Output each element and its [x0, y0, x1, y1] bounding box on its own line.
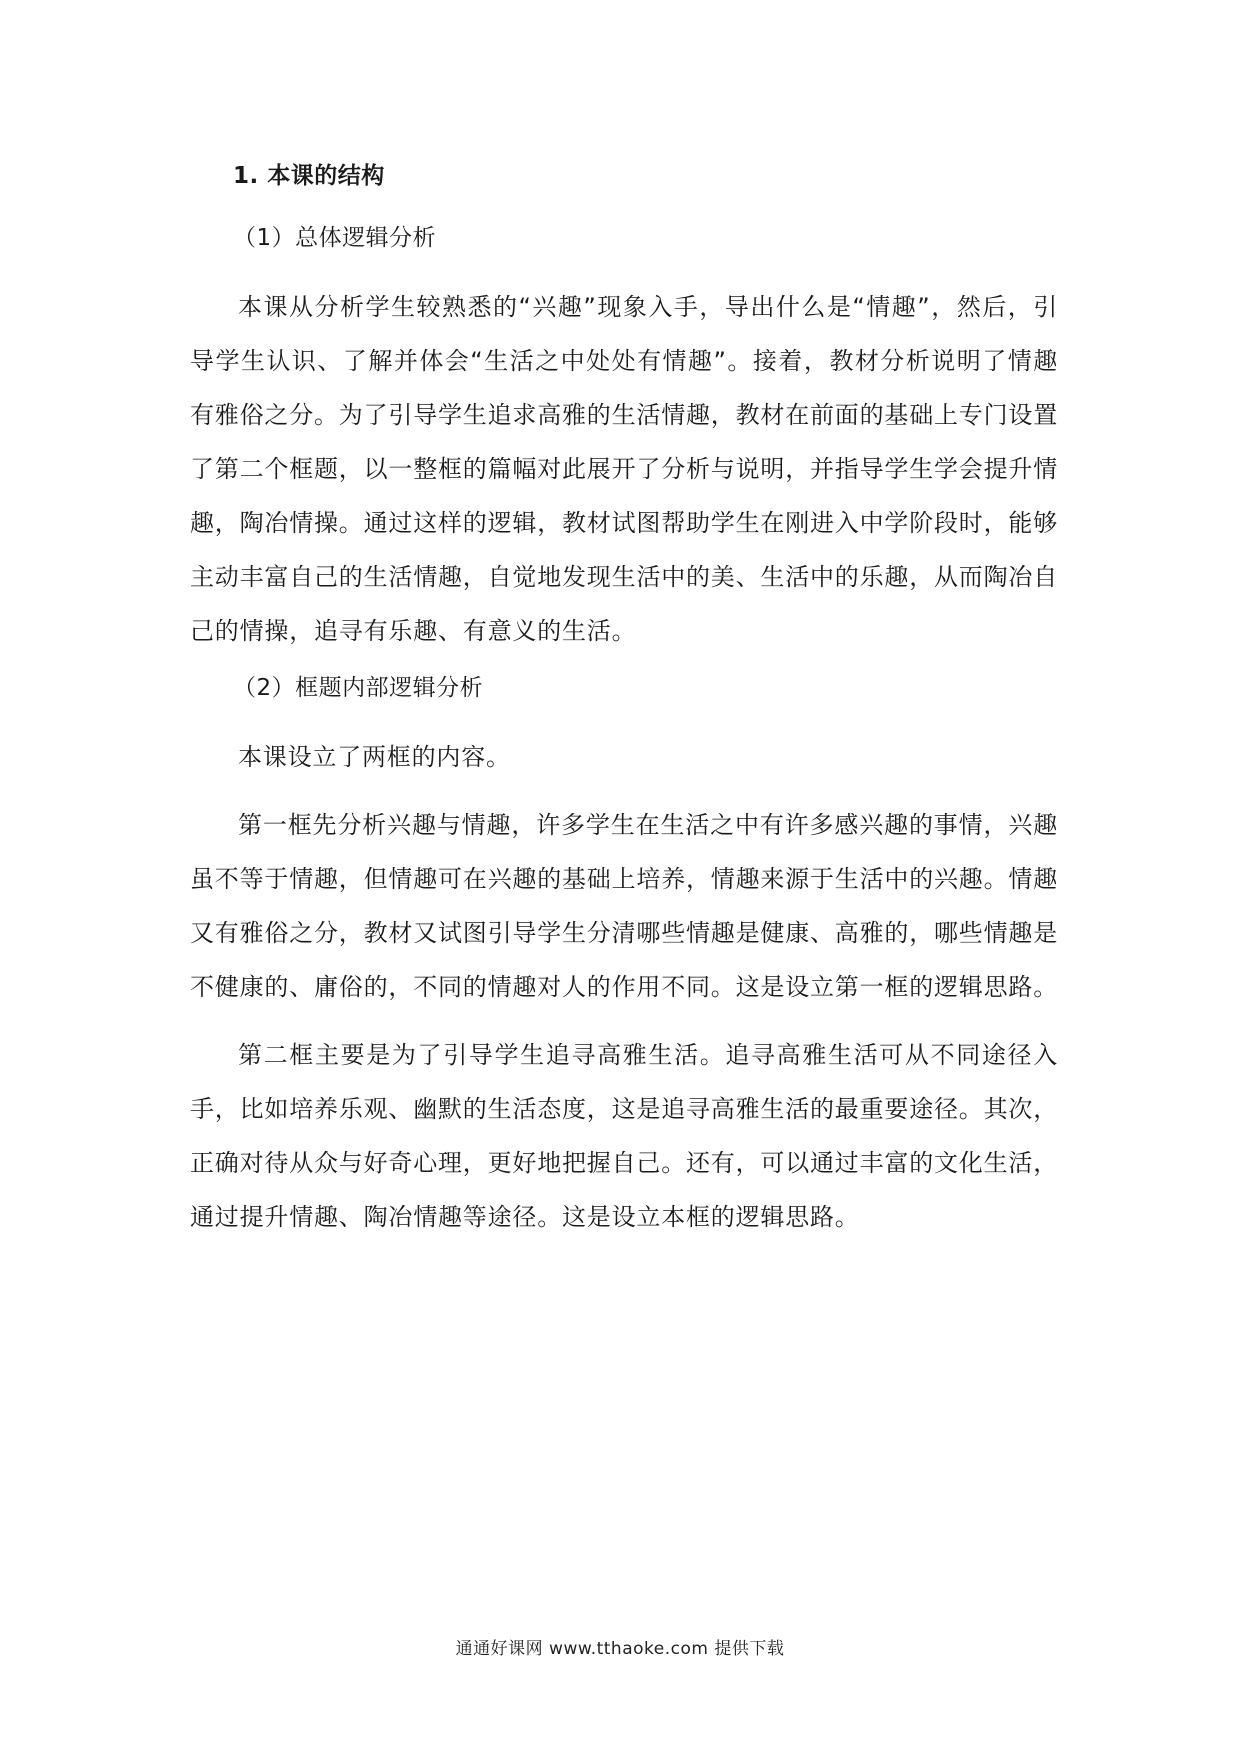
paragraph-second-frame: 第二框主要是为了引导学生追寻高雅生活。追寻高雅生活可从不同途径入手，比如培养乐观、幽默的生活态度，这是追寻高雅生活的最重要途径。其次，正确对待从众与好奇心理，更好地把握自己。还有，可以通过丰富的文化生活，通过提升情趣、陶冶情趣等途径。这是设立本框的逻辑思路。	[190, 1041, 1058, 1231]
subheading-internal-logic: （2）框题内部逻辑分析	[233, 675, 484, 701]
paragraph-first-frame: 第一框先分析兴趣与情趣，许多学生在生活之中有许多感兴趣的事情，兴趣虽不等于情趣，但情趣可在兴趣的基础上培养，情趣来源于生活中的兴趣。情趣又有雅俗之分，教材又试图引导学生分清哪些情趣是健康、高雅的，哪些情趣是不健康的、庸俗的，不同的情趣对人的作用不同。这是设立第一框的逻辑思路。	[190, 811, 1058, 1001]
paragraph-overall-logic: 本课从分析学生较熟悉的“兴趣”现象入手，导出什么是“情趣”，然后，引导学生认识、了解并体会“生活之中处处有情趣”。接着，教材分析说明了情趣有雅俗之分。为了引导学生追求高雅的生活情趣，教材在前面的基础上专门设置了第二个框题，以一整框的篇幅对此展开了分析与说明，并指导学生学会提升情趣，陶冶情操。通过这样的逻辑，教材试图帮助学生在刚进入中学阶段时，能够主动丰富自己的生活情趣，自觉地发现生活中的美、生活中的乐趣，从而陶冶自己的情操，追寻有乐趣、有意义的生活。	[190, 293, 1058, 645]
section-heading: 1. 本课的结构	[233, 163, 385, 189]
page-footer: 通通好课网 www.tthaoke.com 提供下载	[455, 1639, 785, 1659]
subheading-overall-logic: （1）总体逻辑分析	[233, 225, 437, 251]
document-body	[190, 160, 1058, 1258]
paragraph-two-frames: 本课设立了两框的内容。	[238, 743, 511, 771]
